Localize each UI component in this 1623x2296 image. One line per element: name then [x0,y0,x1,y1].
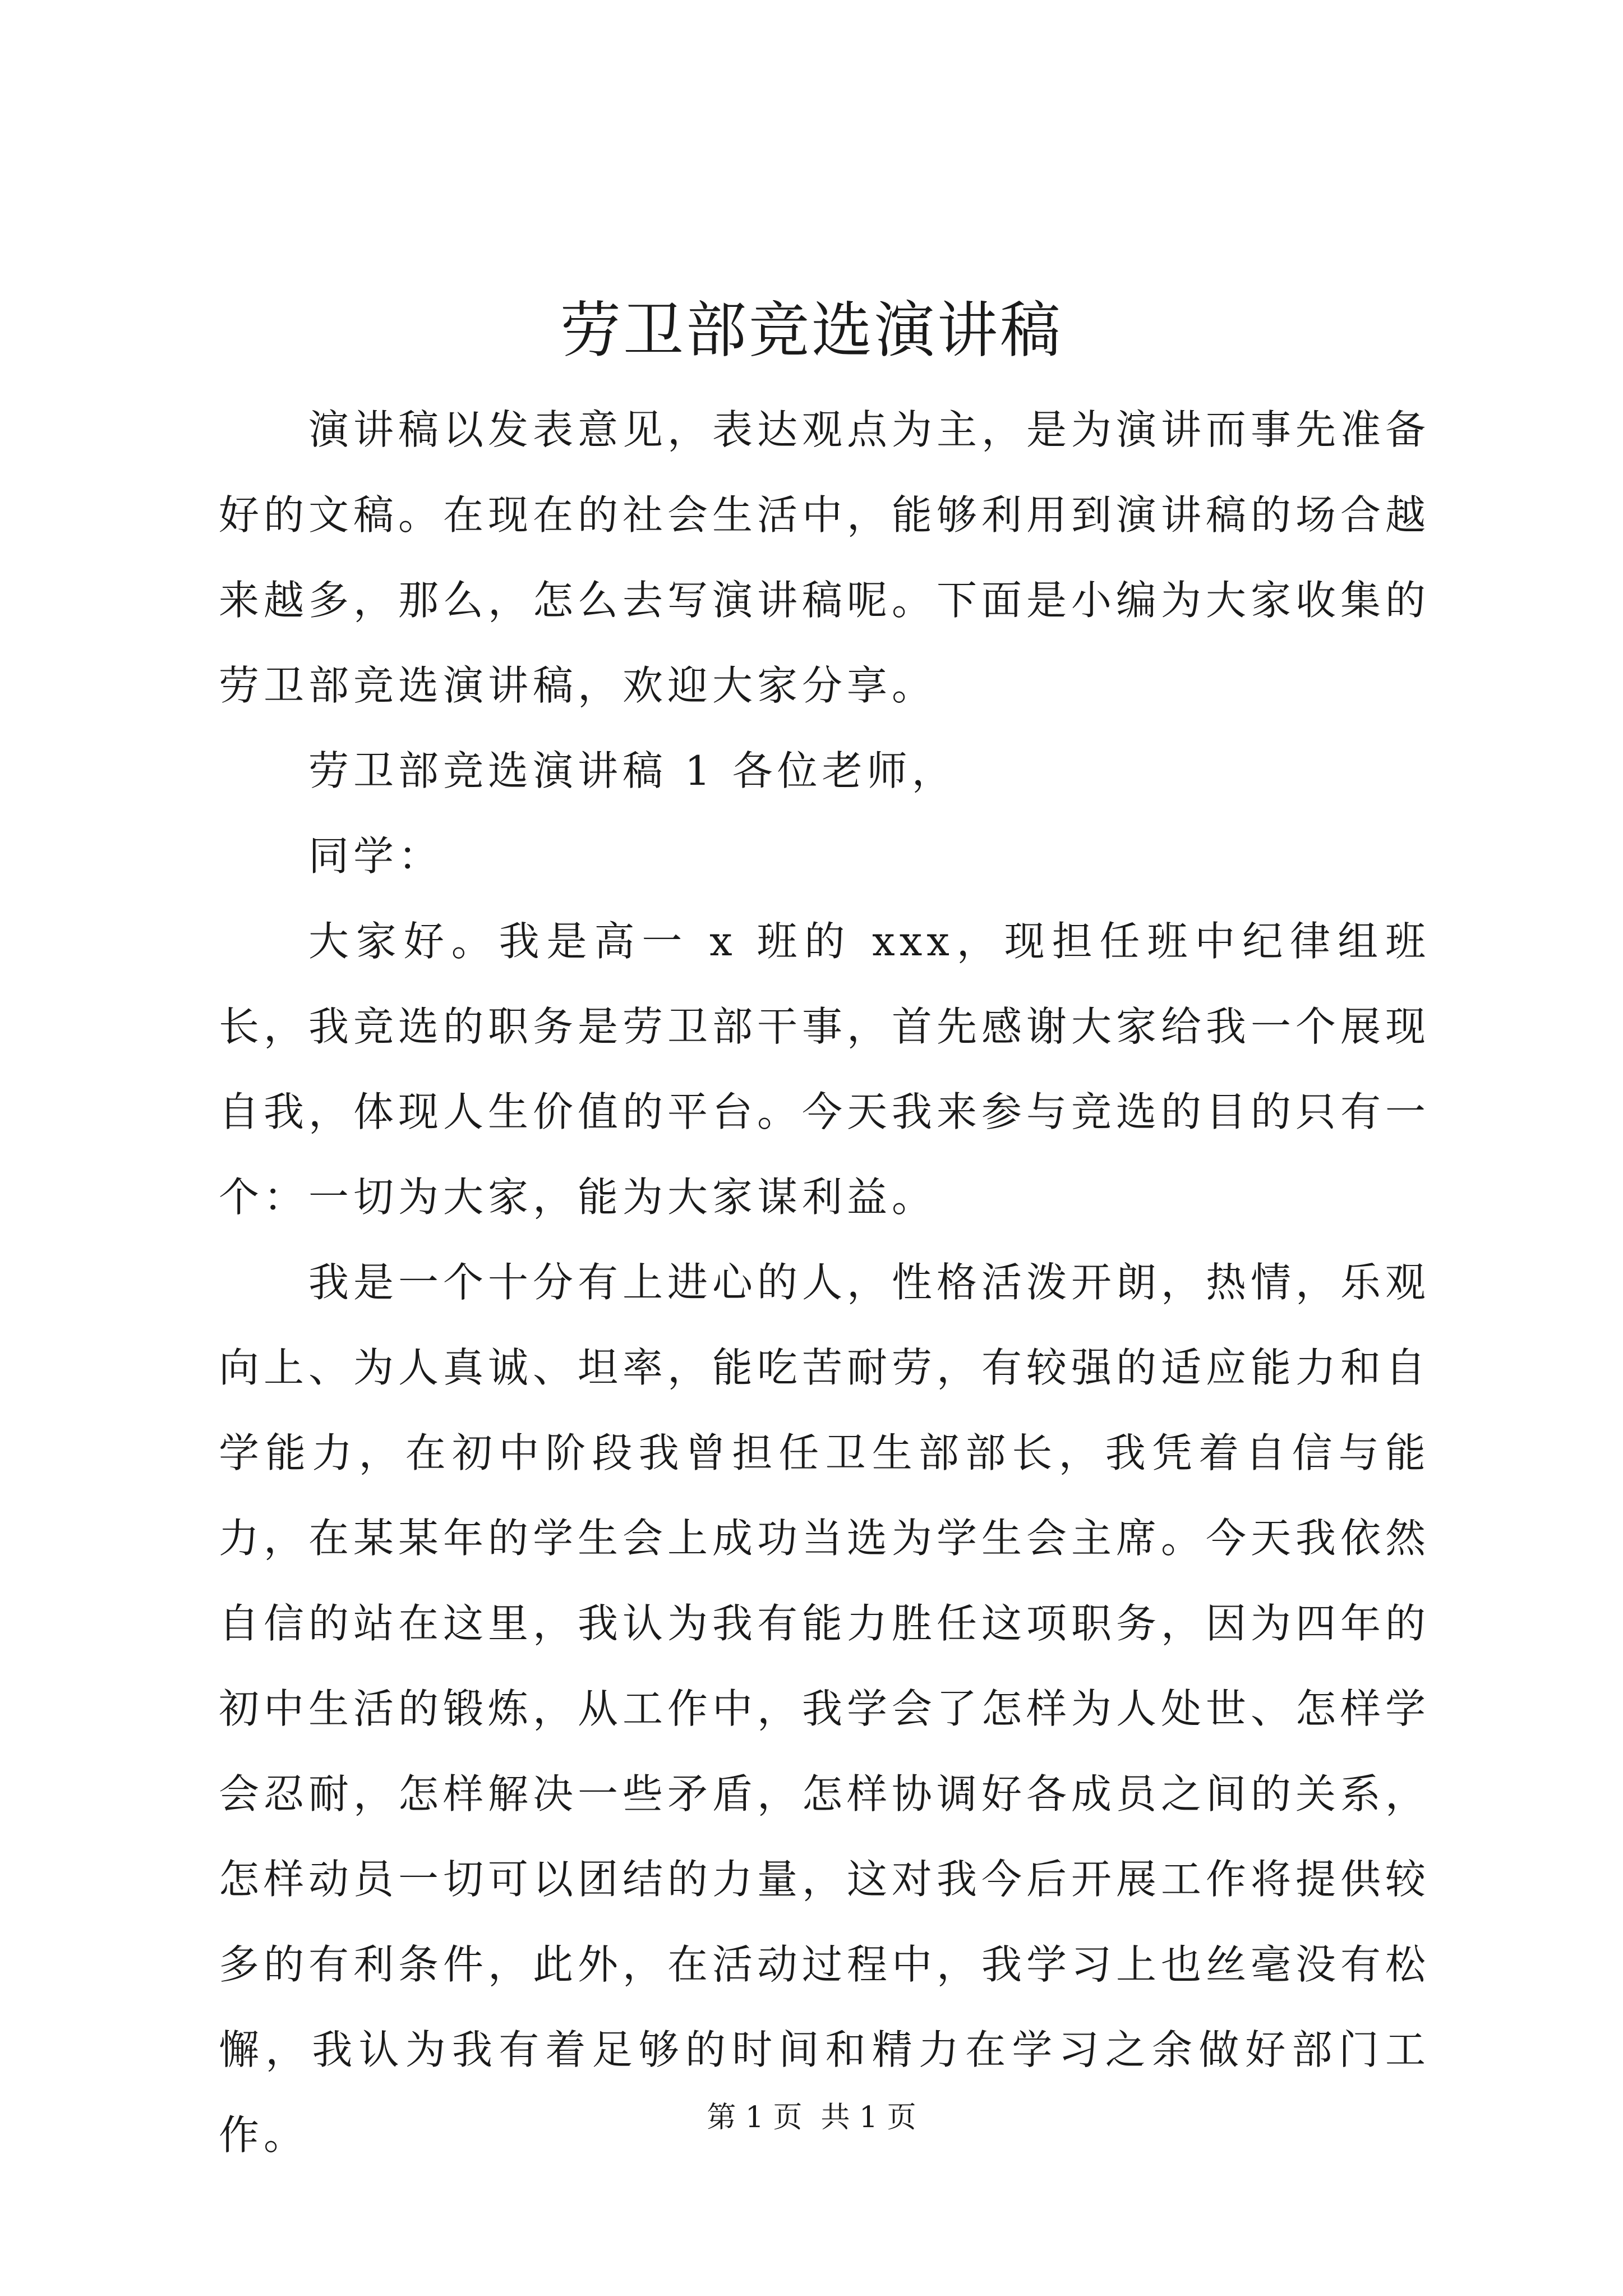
page-number-label: 第 1 页 共 1 页 [707,2101,916,2134]
document-title: 劳卫部竞选演讲稿 [560,296,1063,366]
document-body [219,387,1430,2178]
paragraph-intro: 演讲稿以发表意见，表达观点为主，是为演讲而事先准备好的文稿。在现在的社会生活中，能够利用到演讲稿的场合越来越多，那么，怎么去写演讲稿呢。下面是小编为大家收集的劳卫部竞选演讲稿，欢迎大家分享。 [219,406,1431,709]
paragraph-qualifications: 我是一个十分有上进心的人，性格活泼开朗，热情，乐观向上、为人真诚、坦率，能吃苦耐劳，有较强的适应能力和自学能力，在初中阶段我曾担任卫生部部长，我凭着自信与能力，在某某年的学生会上成功当选为学生会主席。今天我依然自信的站在这里，我认为我有能力胜任这项职务，因为四年的初中生活的锻炼，从工作中，我学会了怎样为人处世、怎样学会忍耐，怎样解决一些矛盾，怎样协调好各成员之间的关系，怎样动员一切可以团结的力量，这对我今后开展工作将提供较多的有利条件，此外，在活动过程中，我学习上也丝毫没有松懈，我认为我有着足够的时间和精力在学习之余做好部门工作。 [219,1259,1431,2159]
paragraph-greeting: 同学： [308,832,444,880]
page-footer [0,2098,1623,2137]
paragraph-heading: 劳卫部竞选演讲稿 1 各位老师， [308,747,957,794]
paragraph-self-introduction: 大家好。我是高一 x 班的 xxx，现担任班中纪律组班长，我竞选的职务是劳卫部干事，首先感谢大家给我一个展现自我，体现人生价值的平台。今天我来参与竞选的目的只有一个：一切为大家，能为大家谋利益。 [219,918,1431,1221]
